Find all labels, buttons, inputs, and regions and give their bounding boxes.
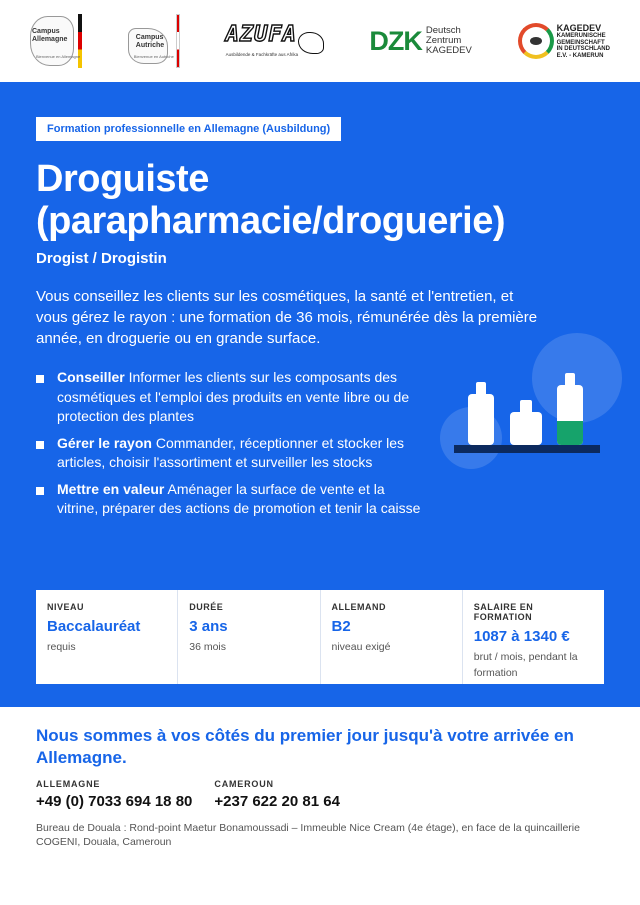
- intro-paragraph: Vous conseillez les clients sur les cosmétiques, la santé et l'entretien, et vous gérez le rayon : une formation de 36 mois, rémunérée dès la première année, en droguerie ou en grande surface.: [36, 288, 538, 347]
- point-title: Mettre en valeur: [57, 480, 165, 497]
- azufa-tagline: Ausbildende & Fachkräfte aus Afrika: [225, 52, 299, 57]
- info-card-niveau: [36, 590, 178, 684]
- campus-allemagne-logo: [30, 14, 82, 68]
- campus-allemagne-label: Campus Allemagne: [32, 28, 68, 43]
- kagedev-title: KAGEDEV: [556, 23, 602, 33]
- office-address: Bureau de Douala : Rond-point Maetur Bonamoussadi – Immeuble Nice Cream (4e étage), en face de la quincaillerie COGENI, Douala, Cameroun: [36, 822, 580, 848]
- jar-icon: [510, 412, 542, 445]
- point-text: Commander, réceptionner et stocker les articles, choisir l'assortiment et surveiller les stocks: [57, 434, 405, 470]
- page-subtitle: Drogist / Drogistin: [36, 250, 167, 267]
- bottle-icon: [468, 394, 494, 445]
- info-card-salaire: [463, 590, 604, 684]
- card-label: NIVEAU: [47, 602, 85, 612]
- kagedev-emblem-icon: [518, 23, 554, 59]
- card-note: niveau exigé: [331, 641, 391, 653]
- list-item: [36, 480, 426, 519]
- campus-autriche-label: Campus Autriche: [135, 34, 165, 49]
- contact-label: CAMEROUN: [214, 779, 274, 789]
- bullet-square-icon: [36, 375, 44, 383]
- page-title: Droguiste (parapharmacie/droguerie): [36, 158, 505, 242]
- main-section: [0, 82, 640, 707]
- dzk-mark: DZK: [369, 25, 422, 56]
- dzk-line: KAGEDEV: [425, 45, 472, 56]
- contact-label: ALLEMAGNE: [36, 779, 101, 789]
- azufa-logo: [226, 18, 324, 64]
- info-card-duree: [178, 590, 320, 684]
- program-badge: Formation professionnelle en Allemagne (Ausbildung): [36, 117, 341, 141]
- contact-list: [36, 779, 340, 810]
- card-label: ALLEMAND: [331, 602, 386, 612]
- list-item: [36, 368, 426, 427]
- kagedev-line: KAMERUNISCHE: [556, 33, 606, 39]
- key-points-list: [36, 368, 426, 526]
- kagedev-line: IN DEUTSCHLAND: [556, 46, 610, 52]
- card-value: Baccalauréat: [47, 618, 141, 635]
- footer-tagline: Nous sommes à vos côtés du premier jour jusqu'à votre arrivée en Allemagne.: [36, 726, 574, 767]
- bullet-square-icon: [36, 487, 44, 495]
- bottles-on-shelf-illustration: [440, 327, 630, 477]
- phone-number[interactable]: +49 (0) 7033 694 18 80: [36, 793, 193, 810]
- point-title: Conseiller: [57, 369, 125, 385]
- contact-allemagne: [36, 779, 192, 810]
- card-note: 36 mois: [189, 641, 227, 653]
- card-value: 1087 à 1340 €: [473, 628, 570, 645]
- card-label: SALAIRE EN FORMATION: [473, 602, 534, 622]
- card-note: brut / mois, pendant la formation: [473, 651, 578, 679]
- kagedev-line: E.V. - KAMERUN: [556, 52, 604, 59]
- bullet-square-icon: [36, 441, 44, 449]
- dzk-line: Zentrum: [425, 35, 462, 46]
- africa-map-icon: [298, 32, 324, 54]
- point-title: Gérer le rayon: [57, 434, 152, 451]
- campus-autriche-logo: [128, 14, 180, 68]
- info-cards: [36, 590, 604, 684]
- point-text: Aménager la surface de vente et la vitrine, préparer des actions de promotion et tenir la caisse: [57, 480, 421, 516]
- kagedev-text: [557, 23, 610, 59]
- kagedev-logo: [518, 23, 610, 59]
- footer: [0, 707, 640, 905]
- shelf: [454, 445, 600, 453]
- contact-cameroun: [214, 779, 340, 810]
- info-card-allemand: [321, 590, 463, 684]
- bottle-icon: [557, 385, 583, 445]
- point-text: Informer les clients sur les composants des cosmétiques et l'emploi des produits en vente libre ou de protection des plantes: [57, 369, 410, 424]
- card-label: DURÉE: [189, 602, 224, 612]
- card-value: B2: [331, 618, 351, 635]
- dzk-line: Deutsch: [425, 25, 461, 36]
- partner-logo-bar: [0, 0, 640, 82]
- list-item: [36, 434, 426, 473]
- dzk-text: [426, 26, 472, 56]
- card-note: requis: [47, 641, 76, 653]
- dzk-logo: [369, 26, 471, 57]
- campus-autriche-subtext: Bienvenue en Autriche: [133, 54, 174, 59]
- phone-number[interactable]: +237 622 20 81 64: [214, 793, 340, 810]
- bottle-liquid: [557, 421, 583, 445]
- azufa-wordmark: AZUFA: [225, 22, 297, 47]
- card-value: 3 ans: [189, 618, 228, 635]
- kagedev-line: GEMEINSCHAFT: [556, 39, 605, 46]
- campus-allemagne-subtext: Bienvenue en Allemagne: [36, 54, 81, 59]
